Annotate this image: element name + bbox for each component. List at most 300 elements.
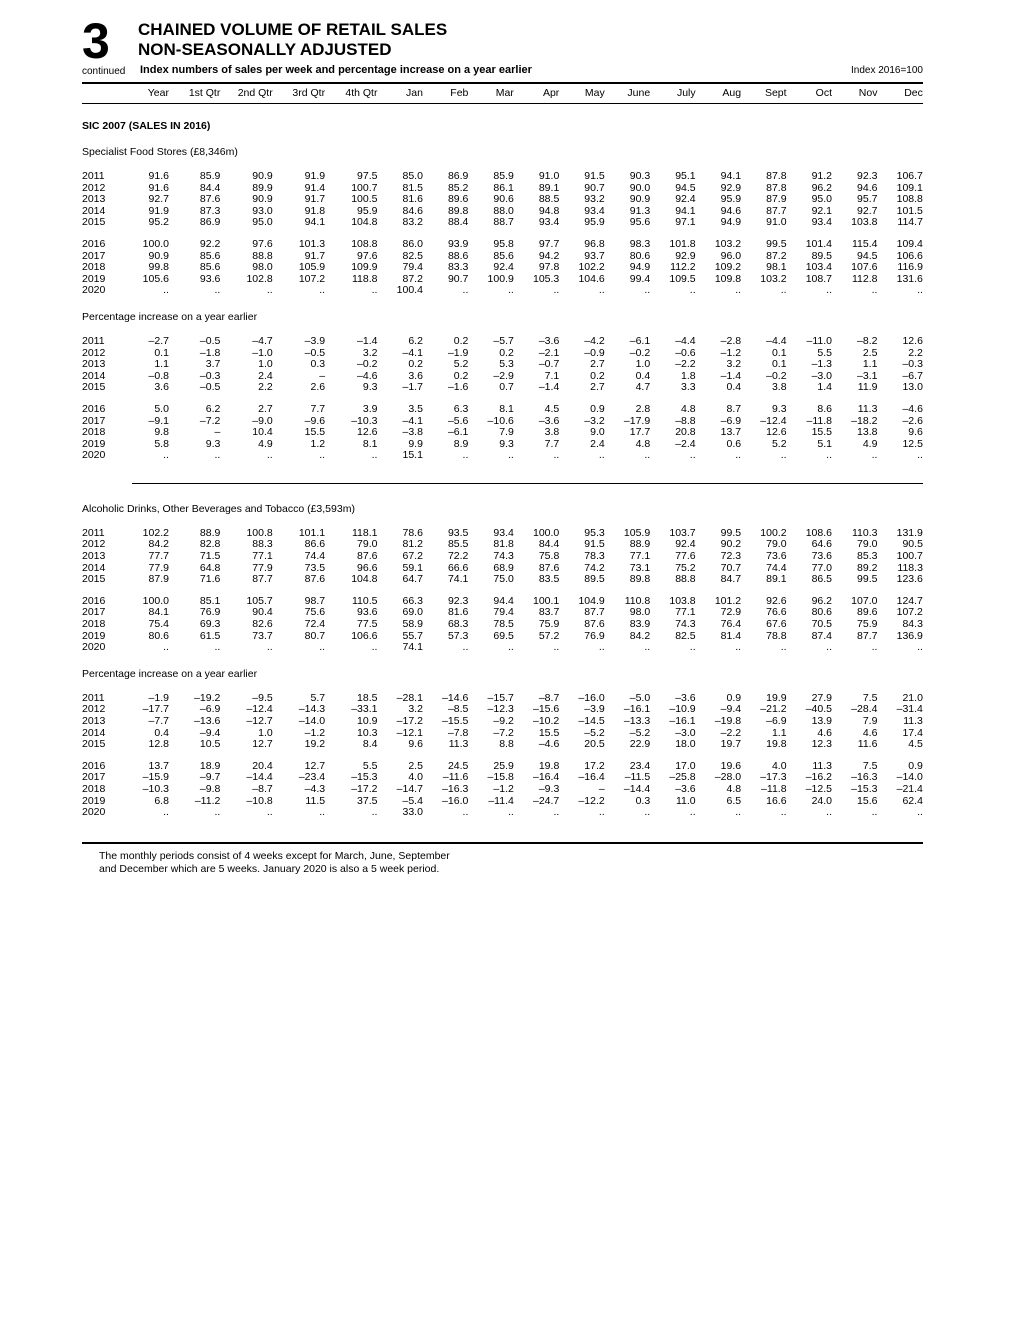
table-cell: –6.7 [902,369,923,382]
table-cell: 9.9 [408,437,423,450]
table-cell: 96.2 [811,181,832,194]
table-cell: 94.5 [675,181,696,194]
table-cell: 114.7 [897,216,923,229]
table-cell: 90.9 [252,193,273,206]
table-cell: 5.5 [362,759,378,772]
table-cell: –2.4 [675,437,696,450]
table-cell: –6.9 [199,703,221,716]
table-cell: 110.5 [351,594,378,607]
table-row [82,171,923,183]
table-cell: 7.5 [862,759,878,772]
table-cell: 81.8 [493,538,514,551]
table-cell: .. [266,284,273,297]
table-cell: 92.3 [857,170,878,182]
table-cell: –4.6 [357,369,378,382]
table-row [82,574,923,586]
row-year: 2018 [82,426,106,439]
table-cell: 37.5 [357,794,378,807]
table-cell: –9.7 [199,771,221,784]
table-cell: 84.7 [720,573,742,586]
table-cell: 2.6 [310,381,326,394]
table-cell: 95.0 [252,216,273,229]
table-cell: 74.4 [766,561,787,574]
table-cell: –7.7 [148,715,169,727]
table-cell: –6.9 [720,414,742,427]
table-cell: 7.9 [499,426,514,439]
table-cell: 33.0 [402,806,423,819]
table-cell: –9.2 [493,715,514,727]
footnote [82,850,923,876]
table-cell: .. [507,449,514,462]
row-year: 2012 [82,703,106,716]
table-cell: 88.9 [629,538,651,551]
table-cell: 93.0 [252,204,273,217]
table-cell: 0.2 [408,358,423,371]
table-cell: 19.2 [304,738,326,751]
table-cell: 98.0 [629,606,651,619]
table-cell: 92.9 [675,249,696,262]
table-cell: 94.2 [538,249,560,262]
table-cell: 85.9 [493,170,514,182]
row-year: 2019 [82,437,106,450]
table-cell: 87.9 [766,193,787,206]
subtitle: Index numbers of sales per week and percentage increase on a year earlier [140,64,532,76]
table-cell: – [214,426,221,439]
table-cell: .. [735,284,742,297]
table-cell: –17.9 [623,414,651,427]
table-cell: 116.9 [897,261,923,274]
table-cell: 24.0 [811,794,832,807]
table-cell: 91.6 [148,181,169,194]
table-cell: 5.1 [817,437,832,450]
table-cell: 92.9 [720,181,742,194]
table-cell: 94.8 [538,204,560,217]
table-cell: 77.9 [252,561,273,574]
table-cell: 19.6 [720,759,742,772]
table-cell: 84.4 [538,538,560,551]
table-cell: 2.2 [258,381,273,394]
table-cell: –40.5 [805,703,832,716]
table-cell: 64.7 [402,573,423,586]
table-cell: –1.9 [148,691,169,704]
table-cell: 81.6 [447,606,469,619]
table-cell: 105.3 [533,272,560,285]
table-cell: 71.6 [199,573,221,586]
row-year: 2015 [82,381,106,394]
table-cell: 72.2 [447,550,469,563]
table-cell: 98.1 [766,261,787,274]
table-cell: –11.8 [761,782,787,795]
row-year: 2017 [82,606,106,619]
table-cell: 77.9 [148,561,169,574]
table-cell: 9.6 [908,426,923,439]
table-cell: 93.6 [357,606,378,619]
table-cell: 0.1 [771,346,787,359]
table-cell: 88.3 [252,538,273,551]
table-cell: 27.9 [811,691,832,704]
table-cell: .. [214,806,221,819]
column-header: Year [147,87,169,99]
table-cell: –5.2 [629,726,651,739]
table-cell: 1.0 [635,358,651,371]
table-cell: 3.7 [205,358,221,371]
table-cell: .. [462,641,469,654]
column-header: 2nd Qtr [237,87,273,99]
table-cell: 102.2 [578,261,605,274]
table-cell: 95.1 [675,170,696,182]
table-row [82,239,923,251]
table-cell: –14.5 [578,715,605,727]
table-cell: –1.4 [720,369,742,382]
table-cell: –1.2 [304,726,326,739]
table-cell: –4.6 [538,738,560,751]
table-cell: –3.6 [675,782,696,795]
table-cell: 97.6 [252,237,273,250]
table-cell: .. [871,806,878,819]
table-cell: 6.2 [205,402,221,415]
table-cell: .. [780,449,787,462]
table-cell: .. [553,806,560,819]
table-cell: 83.2 [402,216,423,229]
table-cell: 96.0 [720,249,742,262]
table-cell: .. [735,641,742,654]
table-cell: 87.6 [538,561,560,574]
table-cell: 13.8 [857,426,878,439]
table-cell: –1.9 [447,346,469,359]
table-cell: 4.8 [726,782,742,795]
table-cell: 85.5 [447,538,469,551]
table-cell: 84.1 [148,606,169,619]
table-cell: –2.7 [148,334,169,347]
table-cell: –12.4 [246,703,273,716]
table-cell: –10.3 [351,414,378,427]
table-row [82,716,923,728]
table-cell: 123.6 [896,573,923,586]
table-cell: 58.9 [402,618,423,631]
table-cell: –3.6 [675,691,696,704]
table-cell: 74.1 [402,641,423,654]
table-cell: –0.8 [148,369,169,382]
table-cell: 77.1 [675,606,696,619]
table-cell: .. [780,641,787,654]
table-cell: –0.2 [357,358,378,371]
table-cell: –1.6 [447,381,469,394]
table-cell: 94.6 [857,181,878,194]
table-row [82,450,923,462]
table-cell: –2.9 [493,369,514,382]
row-year: 2016 [82,594,106,607]
table-cell: .. [462,806,469,819]
table-cell: 2.4 [258,369,273,382]
table-cell: 91.5 [584,170,605,182]
table-cell: .. [371,284,378,297]
table-cell: 74.2 [584,561,605,574]
table-cell: 79.0 [857,538,878,551]
table-cell: 5.3 [499,358,514,371]
table-cell: 1.8 [681,369,696,382]
table-cell: 88.4 [447,216,469,229]
column-header: 4th Qtr [345,87,378,99]
table-row [82,631,923,643]
table-cell: –6.1 [629,334,651,347]
table-cell: –5.2 [584,726,605,739]
table-cell: –8.2 [857,334,878,347]
table-cell: 8.1 [499,402,514,415]
table-cell: 3.2 [408,703,423,716]
table-cell: 2.7 [590,381,605,394]
table-cell: 6.3 [453,402,469,415]
table-cell: –1.0 [252,346,273,359]
table-cell: 4.9 [862,437,878,450]
table-cell: –16.1 [623,703,651,716]
table-cell: 3.2 [726,358,742,371]
table-cell: 107.2 [896,606,923,619]
table-cell: 87.2 [766,249,787,262]
table-cell: 3.8 [771,381,787,394]
table-cell: 77.0 [811,561,832,574]
table-cell: 76.6 [766,606,787,619]
table-cell: –11.4 [488,794,514,807]
table-row [82,619,923,631]
table-cell: 118.1 [351,526,378,539]
table-cell: –14.4 [246,771,273,784]
table-cell: 99.5 [720,526,742,539]
table-cell: 105.7 [246,594,273,607]
row-year: 2020 [82,806,106,819]
table-cell: 61.5 [199,629,221,642]
table-cell: 70.7 [720,561,742,574]
table-cell: 85.3 [857,550,878,563]
table-cell: –15.3 [351,771,378,784]
table-cell: 85.6 [199,249,221,262]
table-cell: 87.8 [766,181,787,194]
table-cell: –11.2 [194,794,221,807]
table-cell: 94.9 [720,216,742,229]
table-header [82,13,923,80]
table-cell: 57.3 [447,629,469,642]
table-cell: –9.0 [252,414,273,427]
column-header: June [627,87,651,99]
table-cell: 79.4 [402,261,423,274]
table-cell: –12.5 [805,782,832,795]
table-cell: 91.4 [304,181,326,194]
table-cell: 12.7 [252,738,273,751]
table-cell: –2.6 [902,414,923,427]
table-cell: 74.4 [304,550,326,563]
table-cell: –3.6 [538,334,560,347]
table-cell: 0.2 [590,369,605,382]
table-cell: –0.2 [766,369,787,382]
table-cell: 92.4 [675,538,696,551]
table-cell: 93.4 [584,204,605,217]
table-cell: 73.6 [766,550,787,563]
table-cell: 22.9 [629,738,651,751]
table-cell: 12.8 [148,738,169,751]
table-row [82,359,923,371]
table-cell: 9.3 [499,437,514,450]
table-cell: 8.7 [726,402,742,415]
table-cell: 3.6 [154,381,169,394]
table-cell: 96.8 [584,237,605,250]
table-cell: 92.4 [493,261,514,274]
table-cell: 25.9 [493,759,514,772]
table-cell: 2.2 [908,346,923,359]
table-cell: 91.2 [811,170,832,182]
table-cell: –0.9 [584,346,605,359]
table-cell: 108.6 [805,526,832,539]
table-cell: 106.7 [896,170,923,182]
table-cell: 81.2 [402,538,423,551]
table-cell: –14.3 [298,703,326,716]
table-cell: 118.3 [897,561,923,574]
table-cell: 23.4 [629,759,651,772]
table-cell: 12.6 [766,426,787,439]
table-cell: .. [644,449,651,462]
table-cell: 83.5 [538,573,560,586]
table-cell: 95.0 [811,193,832,206]
table-cell: 105.6 [142,272,169,285]
table-cell: 19.8 [538,759,560,772]
table-cell: 78.5 [493,618,514,631]
table-cell: 75.8 [538,550,560,563]
table-cell: 100.9 [487,272,514,285]
table-cell: 94.4 [493,594,514,607]
table-cell: 88.6 [447,249,469,262]
table-cell: 94.6 [720,204,742,217]
column-header [82,84,116,103]
table-cell: 3.6 [408,369,423,382]
table-cell: 83.7 [538,606,560,619]
column-header: Apr [542,87,560,99]
table-cell: 91.0 [538,170,560,182]
table-cell: 77.1 [252,550,273,563]
table-cell: 83.9 [629,618,651,631]
percentage-title: Percentage increase on a year earlier [82,667,258,680]
table-cell: .. [689,449,696,462]
table-cell: 97.8 [538,261,560,274]
table-cell: 90.9 [629,193,651,206]
table-cell: 1.0 [258,358,273,371]
table-cell: 82.8 [199,538,221,551]
table-cell: –28.0 [714,771,742,784]
index-base: Index 2016=100 [850,65,923,76]
table-cell: –14.6 [442,691,469,704]
table-cell: .. [735,806,742,819]
table-cell: 90.3 [629,170,651,182]
table-cell: –10.9 [669,703,696,716]
table-cell: –10.3 [142,782,169,795]
table-cell: 24.5 [447,759,469,772]
table-cell: .. [462,284,469,297]
table-cell: 94.9 [629,261,651,274]
table-cell: –8.7 [538,691,560,704]
table-cell: 4.7 [635,381,651,394]
table-cell: 72.9 [720,606,742,619]
table-cell: .. [319,806,326,819]
table-cell: 19.9 [766,691,787,704]
table-cell: –10.6 [487,414,514,427]
table-cell: –14.0 [298,715,326,727]
table-cell: 74.3 [675,618,696,631]
table-cell: 85.6 [199,261,221,274]
table-cell: 5.5 [817,346,832,359]
table-cell: 100.4 [396,284,423,297]
table-cell: –17.3 [760,771,787,784]
table-cell: 88.9 [199,526,221,539]
footer-rule [82,842,923,844]
table-cell: –3.1 [857,369,878,382]
column-headers [82,84,923,103]
table-cell: 13.0 [902,381,923,394]
table-cell: 109.5 [669,272,696,285]
table-cell: 86.0 [402,237,423,250]
table-cell: –4.6 [902,402,923,415]
table-cell: 87.6 [584,618,605,631]
table-cell: 8.9 [453,437,469,450]
table-cell: –33.1 [351,703,378,716]
table-cell: –16.1 [669,715,696,727]
table-cell: 13.9 [811,715,832,727]
table-cell: .. [826,641,832,654]
column-header: 3rd Qtr [292,87,326,99]
table-cell: –15.5 [442,715,469,727]
table-cell: 21.0 [902,691,923,704]
column-header: Oct [815,87,832,99]
percentage-title: Percentage increase on a year earlier [82,310,258,323]
table-cell: .. [644,806,651,819]
table-cell: 81.5 [402,181,423,194]
table-cell: 91.8 [304,204,326,217]
table-cell: .. [319,284,326,297]
table-cell: 8.1 [362,437,378,450]
table-cell: –0.7 [538,358,560,371]
table-cell: –15.8 [487,771,514,784]
table-row [82,642,923,654]
table-cell: 0.2 [453,369,469,382]
table-cell: 96.6 [357,561,378,574]
table-cell: – [319,369,326,382]
table-cell: .. [917,641,923,654]
table-row [82,336,923,348]
table-cell: 2.8 [635,402,651,415]
column-header: Mar [495,87,514,99]
table-cell: 90.2 [720,538,742,551]
column-header-rule [82,103,923,104]
table-cell: .. [553,449,560,462]
table-cell: 79.0 [357,538,378,551]
table-cell: 19.7 [720,738,742,751]
table-cell: –0.5 [304,346,326,359]
table-cell: 7.7 [310,402,326,415]
table-cell: 101.2 [714,594,742,607]
row-year: 2011 [82,691,105,704]
table-cell: –2.1 [538,346,560,359]
table-cell: –5.4 [402,794,423,807]
table-cell: –2.2 [675,358,696,371]
table-cell: 2.5 [408,759,423,772]
table-cell: –3.0 [675,726,696,739]
table-cell: 55.7 [402,629,423,642]
table-cell: 92.4 [675,193,696,206]
table-cell: 93.4 [493,526,514,539]
table-cell: 64.6 [811,538,832,551]
sic-heading: SIC 2007 (SALES IN 2016) [82,120,211,132]
table-cell: –12.7 [246,715,273,727]
table-cell: 75.0 [493,573,514,586]
table-cell: 97.1 [675,216,696,229]
page [82,13,923,876]
table-cell: 88.0 [493,204,514,217]
